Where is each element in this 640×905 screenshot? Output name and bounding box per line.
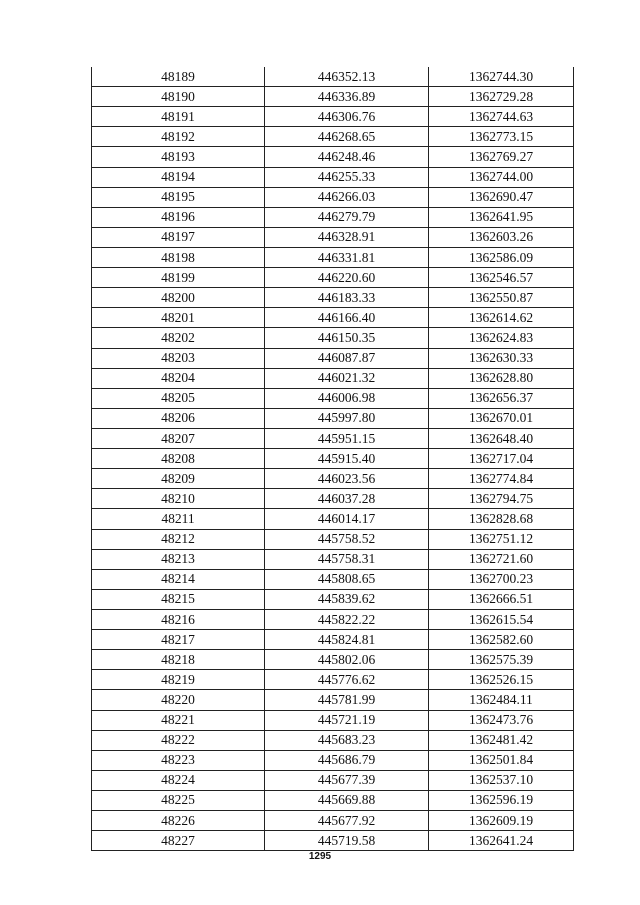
point-id-cell: 48201: [92, 308, 265, 328]
table-row: [92, 127, 574, 147]
x-coordinate-cell: 446268.65: [265, 127, 429, 147]
x-coordinate-cell: 445915.40: [265, 449, 429, 469]
table-row: [92, 609, 574, 629]
table-row: [92, 227, 574, 247]
y-coordinate-cell: 1362537.10: [429, 770, 574, 790]
point-id-cell: 48218: [92, 650, 265, 670]
point-id-cell: 48214: [92, 569, 265, 589]
x-coordinate-cell: 446023.56: [265, 469, 429, 489]
table-row: [92, 187, 574, 207]
y-coordinate-cell: 1362666.51: [429, 589, 574, 609]
y-coordinate-cell: 1362773.15: [429, 127, 574, 147]
y-coordinate-cell: 1362550.87: [429, 288, 574, 308]
point-id-cell: 48193: [92, 147, 265, 167]
point-id-cell: 48191: [92, 107, 265, 127]
x-coordinate-cell: 446336.89: [265, 87, 429, 107]
table-row: [92, 750, 574, 770]
point-id-cell: 48200: [92, 288, 265, 308]
table-row: [92, 348, 574, 368]
table-row: [92, 368, 574, 388]
x-coordinate-cell: 445839.62: [265, 589, 429, 609]
y-coordinate-cell: 1362586.09: [429, 247, 574, 267]
y-coordinate-cell: 1362473.76: [429, 710, 574, 730]
point-id-cell: 48215: [92, 589, 265, 609]
x-coordinate-cell: 446150.35: [265, 328, 429, 348]
table-row: [92, 408, 574, 428]
table-row: [92, 489, 574, 509]
x-coordinate-cell: 445686.79: [265, 750, 429, 770]
x-coordinate-cell: 446266.03: [265, 187, 429, 207]
y-coordinate-cell: 1362729.28: [429, 87, 574, 107]
table-row: [92, 268, 574, 288]
point-id-cell: 48224: [92, 770, 265, 790]
x-coordinate-cell: 445802.06: [265, 650, 429, 670]
table-row: [92, 589, 574, 609]
y-coordinate-cell: 1362648.40: [429, 428, 574, 448]
table-row: [92, 107, 574, 127]
y-coordinate-cell: 1362481.42: [429, 730, 574, 750]
table-row: [92, 549, 574, 569]
table-row: [92, 811, 574, 831]
table-row: [92, 388, 574, 408]
x-coordinate-cell: 445758.31: [265, 549, 429, 569]
y-coordinate-cell: 1362575.39: [429, 650, 574, 670]
point-id-cell: 48197: [92, 227, 265, 247]
table-row: [92, 469, 574, 489]
table-row: [92, 650, 574, 670]
point-id-cell: 48202: [92, 328, 265, 348]
y-coordinate-cell: 1362751.12: [429, 529, 574, 549]
point-id-cell: 48219: [92, 670, 265, 690]
table-row: [92, 831, 574, 851]
table-row: [92, 710, 574, 730]
y-coordinate-cell: 1362582.60: [429, 630, 574, 650]
x-coordinate-cell: 445776.62: [265, 670, 429, 690]
x-coordinate-cell: 445683.23: [265, 730, 429, 750]
point-id-cell: 48192: [92, 127, 265, 147]
x-coordinate-cell: 445758.52: [265, 529, 429, 549]
x-coordinate-cell: 446220.60: [265, 268, 429, 288]
x-coordinate-cell: 446014.17: [265, 509, 429, 529]
point-id-cell: 48189: [92, 67, 265, 87]
table-row: [92, 328, 574, 348]
y-coordinate-cell: 1362501.84: [429, 750, 574, 770]
point-id-cell: 48195: [92, 187, 265, 207]
table-row: [92, 529, 574, 549]
x-coordinate-cell: 446306.76: [265, 107, 429, 127]
x-coordinate-cell: 446279.79: [265, 207, 429, 227]
y-coordinate-cell: 1362641.24: [429, 831, 574, 851]
x-coordinate-cell: 445822.22: [265, 609, 429, 629]
y-coordinate-cell: 1362484.11: [429, 690, 574, 710]
table-row: [92, 770, 574, 790]
y-coordinate-cell: 1362670.01: [429, 408, 574, 428]
point-id-cell: 48205: [92, 388, 265, 408]
table-row: [92, 247, 574, 267]
x-coordinate-cell: 446037.28: [265, 489, 429, 509]
point-id-cell: 48207: [92, 428, 265, 448]
x-coordinate-cell: 445951.15: [265, 428, 429, 448]
y-coordinate-cell: 1362609.19: [429, 811, 574, 831]
y-coordinate-cell: 1362828.68: [429, 509, 574, 529]
point-id-cell: 48198: [92, 247, 265, 267]
x-coordinate-cell: 445719.58: [265, 831, 429, 851]
point-id-cell: 48190: [92, 87, 265, 107]
y-coordinate-cell: 1362630.33: [429, 348, 574, 368]
point-id-cell: 48221: [92, 710, 265, 730]
point-id-cell: 48220: [92, 690, 265, 710]
point-id-cell: 48222: [92, 730, 265, 750]
y-coordinate-cell: 1362603.26: [429, 227, 574, 247]
point-id-cell: 48203: [92, 348, 265, 368]
x-coordinate-cell: 445721.19: [265, 710, 429, 730]
x-coordinate-cell: 446183.33: [265, 288, 429, 308]
x-coordinate-cell: 446021.32: [265, 368, 429, 388]
point-id-cell: 48213: [92, 549, 265, 569]
x-coordinate-cell: 446166.40: [265, 308, 429, 328]
x-coordinate-cell: 445669.88: [265, 790, 429, 810]
table-row: [92, 790, 574, 810]
y-coordinate-cell: 1362744.00: [429, 167, 574, 187]
page-number: 1295: [308, 851, 332, 862]
table-row: [92, 449, 574, 469]
y-coordinate-cell: 1362526.15: [429, 670, 574, 690]
y-coordinate-cell: 1362721.60: [429, 549, 574, 569]
table-row: [92, 288, 574, 308]
table-row: [92, 308, 574, 328]
x-coordinate-cell: 446331.81: [265, 247, 429, 267]
y-coordinate-cell: 1362615.54: [429, 609, 574, 629]
point-id-cell: 48225: [92, 790, 265, 810]
table-row: [92, 87, 574, 107]
y-coordinate-cell: 1362596.19: [429, 790, 574, 810]
table-row: [92, 167, 574, 187]
point-id-cell: 48196: [92, 207, 265, 227]
point-id-cell: 48209: [92, 469, 265, 489]
y-coordinate-cell: 1362624.83: [429, 328, 574, 348]
x-coordinate-cell: 445824.81: [265, 630, 429, 650]
point-id-cell: 48216: [92, 609, 265, 629]
point-id-cell: 48194: [92, 167, 265, 187]
y-coordinate-cell: 1362690.47: [429, 187, 574, 207]
coordinates-table-body: [92, 67, 574, 851]
x-coordinate-cell: 446328.91: [265, 227, 429, 247]
point-id-cell: 48204: [92, 368, 265, 388]
y-coordinate-cell: 1362769.27: [429, 147, 574, 167]
point-id-cell: 48211: [92, 509, 265, 529]
table-row: [92, 569, 574, 589]
point-id-cell: 48210: [92, 489, 265, 509]
x-coordinate-cell: 446006.98: [265, 388, 429, 408]
point-id-cell: 48227: [92, 831, 265, 851]
point-id-cell: 48223: [92, 750, 265, 770]
y-coordinate-cell: 1362656.37: [429, 388, 574, 408]
y-coordinate-cell: 1362794.75: [429, 489, 574, 509]
x-coordinate-cell: 446087.87: [265, 348, 429, 368]
y-coordinate-cell: 1362546.57: [429, 268, 574, 288]
x-coordinate-cell: 445677.39: [265, 770, 429, 790]
x-coordinate-cell: 445808.65: [265, 569, 429, 589]
table-row: [92, 428, 574, 448]
x-coordinate-cell: 446352.13: [265, 67, 429, 87]
x-coordinate-cell: 445997.80: [265, 408, 429, 428]
point-id-cell: 48208: [92, 449, 265, 469]
table-row: [92, 630, 574, 650]
point-id-cell: 48199: [92, 268, 265, 288]
point-id-cell: 48212: [92, 529, 265, 549]
table-row: [92, 67, 574, 87]
x-coordinate-cell: 446255.33: [265, 167, 429, 187]
y-coordinate-cell: 1362744.63: [429, 107, 574, 127]
y-coordinate-cell: 1362614.62: [429, 308, 574, 328]
table-row: [92, 207, 574, 227]
point-id-cell: 48206: [92, 408, 265, 428]
table-row: [92, 690, 574, 710]
x-coordinate-cell: 446248.46: [265, 147, 429, 167]
table-row: [92, 730, 574, 750]
y-coordinate-cell: 1362628.80: [429, 368, 574, 388]
y-coordinate-cell: 1362700.23: [429, 569, 574, 589]
x-coordinate-cell: 445677.92: [265, 811, 429, 831]
table-row: [92, 147, 574, 167]
y-coordinate-cell: 1362641.95: [429, 207, 574, 227]
point-id-cell: 48217: [92, 630, 265, 650]
y-coordinate-cell: 1362744.30: [429, 67, 574, 87]
point-id-cell: 48226: [92, 811, 265, 831]
table-row: [92, 509, 574, 529]
x-coordinate-cell: 445781.99: [265, 690, 429, 710]
table-row: [92, 670, 574, 690]
y-coordinate-cell: 1362717.04: [429, 449, 574, 469]
y-coordinate-cell: 1362774.84: [429, 469, 574, 489]
coordinates-table: [91, 67, 574, 851]
